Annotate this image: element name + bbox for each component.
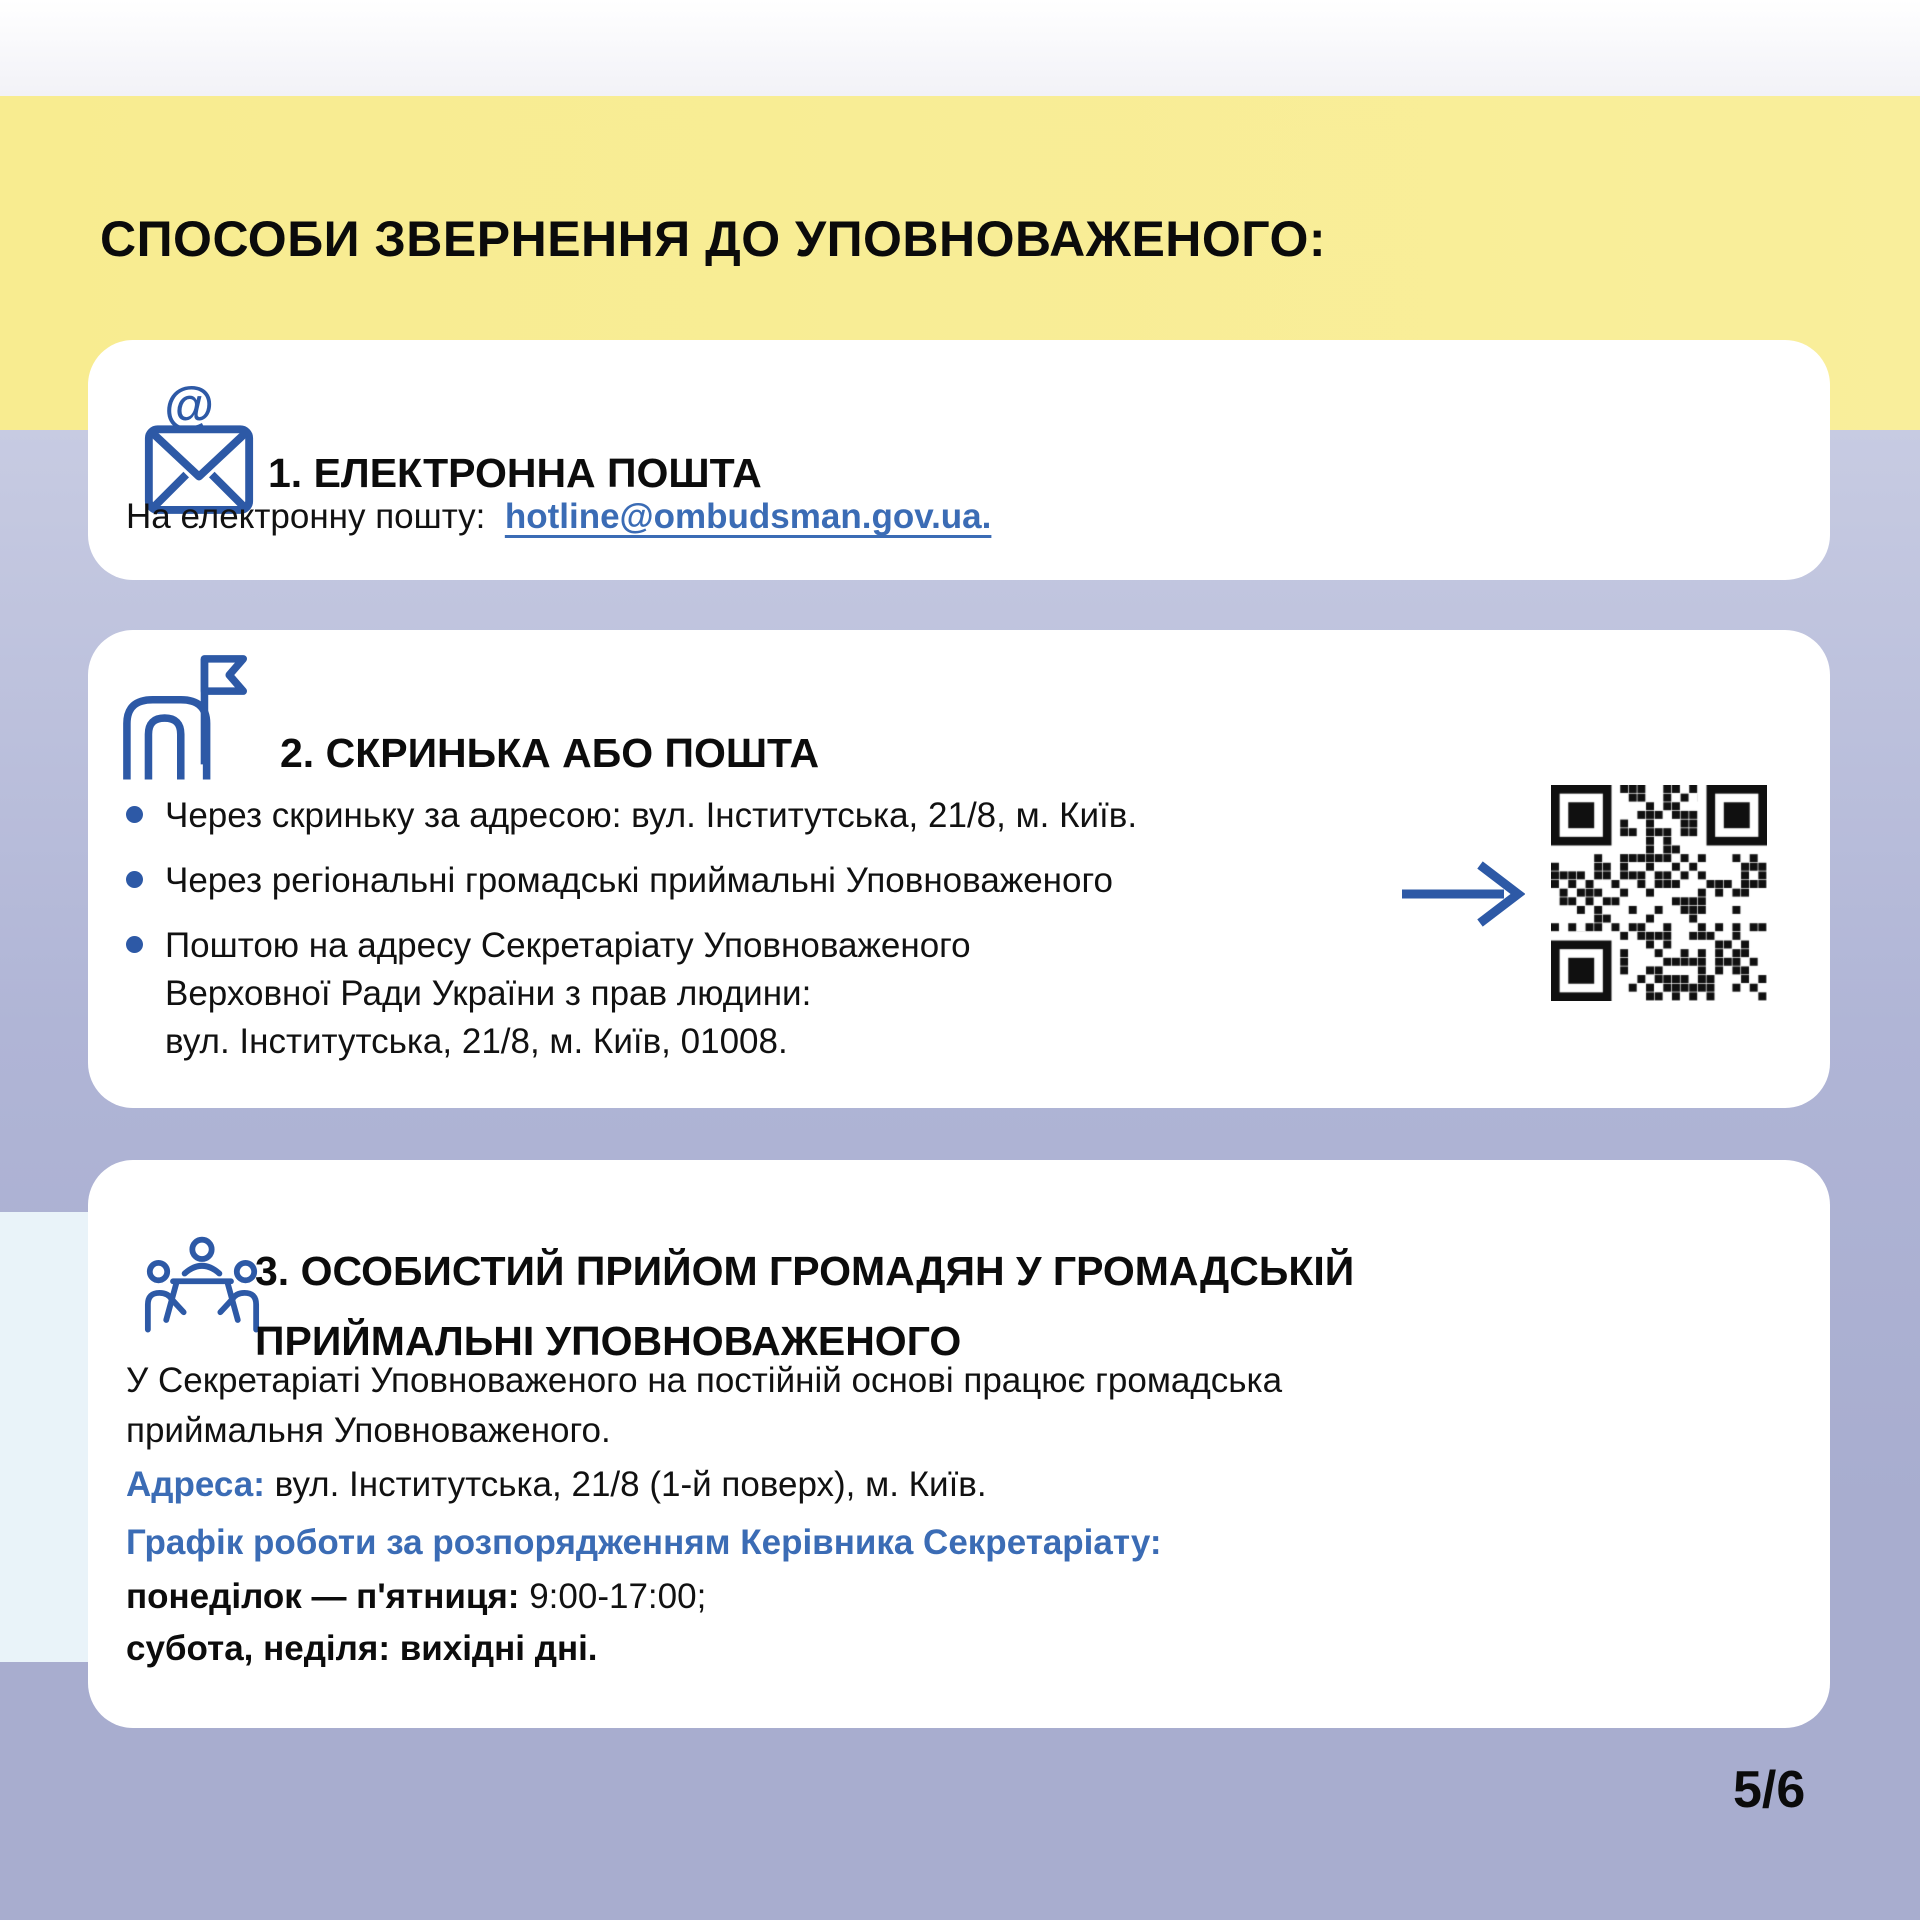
email-line-space (495, 497, 505, 536)
qr-code (1551, 785, 1767, 1001)
email-line-prefix: На електронну пошту: (126, 497, 486, 536)
card-personal-reception (88, 1160, 1830, 1728)
bullet-text: Через скриньку за адресою: вул. Інститутська, 21/8, м. Київ. (165, 796, 1138, 835)
bullet-item-2 (126, 857, 1113, 905)
bullet-line: Поштою на адресу Секретаріату Уповноваженого (165, 926, 971, 965)
card-email (88, 340, 1830, 580)
address-text: вул. Інститутська, 21/8 (1-й поверх), м. Київ. (274, 1465, 987, 1504)
card-mailbox-heading: 2. СКРИНЬКА АБО ПОШТА (280, 730, 820, 777)
weekdays-time: 9:00-17:00; (529, 1577, 707, 1616)
body-line-1: У Секретаріаті Уповноваженого на постійній основі працює громадська (126, 1361, 1283, 1400)
heading-line-1: 3. ОСОБИСТИЙ ПРИЙОМ ГРОМАДЯН У ГРОМАДСЬКІЙ (255, 1248, 1355, 1295)
mailbox-flag-icon (114, 652, 254, 787)
email-link[interactable]: hotline@ombudsman.gov.ua. (504, 497, 992, 536)
reception-address-line (126, 1460, 987, 1510)
bullet-dot-icon (126, 936, 143, 953)
page-number: 5/6 (1733, 1761, 1806, 1819)
bullet-item-3 (126, 922, 971, 1066)
bullet-dot-icon (126, 806, 143, 823)
bullet-line: вул. Інститутська, 21/8, м. Київ, 01008. (165, 1022, 788, 1061)
card-email-heading: 1. ЕЛЕКТРОННА ПОШТА (268, 450, 762, 497)
page-title: СПОСОБИ ЗВЕРНЕННЯ ДО УПОВНОВАЖЕНОГО: (100, 211, 1327, 267)
bullet-text (165, 922, 971, 1066)
reception-body (126, 1356, 1282, 1456)
bullet-item-1 (126, 792, 1137, 840)
svg-text:@: @ (164, 380, 215, 434)
bullet-line: Верховної Ради України з прав людини: (165, 974, 812, 1013)
weekend-line: субота, неділя: вихідні дні. (126, 1629, 598, 1668)
people-meeting-icon (144, 1236, 260, 1347)
background-band-white (0, 0, 1920, 96)
heading-line-2: ПРИЙМАЛЬНІ УПОВНОВАЖЕНОГО (255, 1318, 962, 1365)
weekdays-line (126, 1572, 706, 1622)
card-email-line (126, 492, 991, 542)
weekdays-label: понеділок — п'ятниця: (126, 1577, 520, 1616)
background-band-lightblue (0, 1212, 90, 1662)
address-label: Адреса: (126, 1465, 265, 1504)
bullet-text: Через регіональні громадські приймальні Уповноваженого (165, 861, 1113, 900)
body-line-2: приймальня Уповноваженого. (126, 1411, 611, 1450)
card-mailbox-post (88, 630, 1830, 1108)
arrow-right-icon (1400, 858, 1525, 930)
bullet-dot-icon (126, 871, 143, 888)
schedule-heading: Графік роботи за розпорядженням Керівника Секретаріату: (126, 1523, 1162, 1562)
